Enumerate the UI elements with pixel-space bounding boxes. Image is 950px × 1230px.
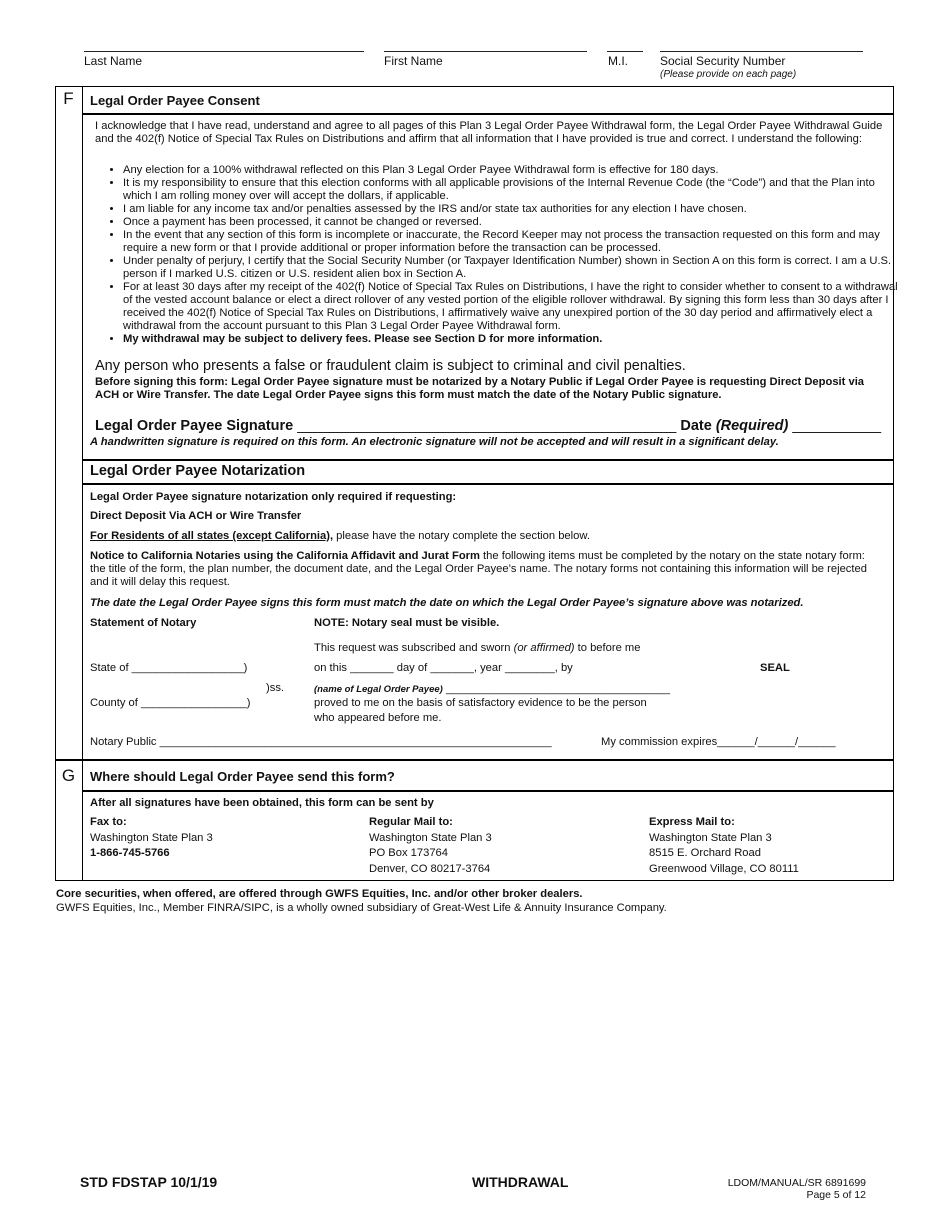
signature-row — [95, 418, 881, 434]
disclosure-line-1: Core securities, when offered, are offered through GWFS Equities, Inc. and/or other broker dealers. — [56, 888, 583, 900]
direct-deposit-text: Direct Deposit Via ACH or Wire Transfer — [90, 510, 302, 522]
ssn-note: (Please provide on each page) — [660, 69, 797, 80]
ssn-label: Social Security Number — [660, 54, 786, 68]
regular-mail-city: Denver, CO 80217-3764 — [369, 862, 491, 875]
date-required: (Required) — [715, 418, 789, 434]
date-field[interactable]: ___________ — [792, 418, 882, 434]
express-mail-street: 8515 E. Orchard Road — [649, 847, 761, 859]
express-mail-block — [649, 815, 799, 877]
proved-text: proved to me on the basis of satisfactory evidence to be the person — [314, 697, 647, 709]
county-of-field[interactable]: County of _________________) — [90, 697, 251, 709]
consent-intro: I acknowledge that I have read, understand and agree to all pages of this Plan 3 Legal Order Payee Withdrawal form, the Legal Order Payee Withdrawal Guide and the 402(f) Notice of Special Tax Rules on Distributions and affirm that all information that I have provided is true and correct. I understand the following: — [95, 120, 883, 145]
footer-doc-id: LDOM/MANUAL/SR 6891699 — [727, 1177, 866, 1189]
notarization-bottom-divider — [82, 483, 894, 485]
section-g-title: Where should Legal Order Payee send this form? — [90, 769, 395, 784]
fax-name: Washington State Plan 3 — [90, 831, 213, 844]
express-mail-name: Washington State Plan 3 — [649, 831, 772, 844]
subscribed-text — [314, 642, 640, 655]
residents-bold: For Residents of all states (except California), — [90, 530, 334, 542]
after-signatures-text: After all signatures have been obtained, this form can be sent by — [90, 797, 434, 809]
subscribed-affirmed: (or affirmed) — [513, 642, 575, 654]
section-f-divider — [82, 113, 894, 115]
penalty-notice: Any person who presents a false or fraudulent claim is subject to criminal and civil penalties. — [95, 358, 686, 374]
california-notice — [90, 550, 880, 589]
consent-bullet: • Once a payment has been processed, it cannot be changed or reversed. — [123, 216, 903, 229]
section-g-divider — [82, 790, 894, 792]
consent-bullets — [105, 164, 903, 346]
regular-mail-box: PO Box 173764 — [369, 847, 448, 859]
california-bold: Notice to California Notaries using the California Affidavit and Jurat Form — [90, 550, 480, 562]
consent-bullet: • Any election for a 100% withdrawal reflected on this Plan 3 Legal Order Payee Withdrawal form is effective for 180 days. — [123, 164, 903, 177]
regular-mail-title: Regular Mail to: — [369, 816, 453, 828]
last-name-line — [84, 51, 364, 52]
subscribed-part: to before me — [574, 642, 641, 654]
ssn-line — [660, 51, 863, 52]
first-name-line — [384, 51, 587, 52]
signature-label: Legal Order Payee Signature — [95, 418, 294, 434]
fax-block — [90, 815, 213, 862]
regular-mail-name: Washington State Plan 3 — [369, 831, 492, 844]
last-name-label: Last Name — [84, 54, 143, 68]
ss-mark: )ss. — [266, 682, 285, 694]
consent-bullet: • For at least 30 days after my receipt of the 402(f) Notice of Special Tax Rules on Distributions, I have the right to consider whether to consent to a withdrawal of the vested account balance or elect a direct rollover of any vested portion of the eligible rollover withdrawal. By signing this form less than 30 days after I received the 402(f) Notice of Special Tax Rules on Distributions, I affirmatively waive any unexpired portion of the 30 day period and affirmatively elect a withdrawal from the account pursuant to this Plan 3 Legal Order Payee Withdrawal form. — [123, 281, 903, 333]
consent-bullet-delivery-fees: • My withdrawal may be subject to delivery fees. Please see Section D for more information. — [123, 333, 903, 346]
notary-public-field[interactable]: Notary Public _______________________________________________________________ — [90, 736, 552, 748]
disclosure-line-2: GWFS Equities, Inc., Member FINRA/SIPC, is a wholly owned subsidiary of Great-West Life & Annuity Insurance Company. — [56, 902, 667, 914]
notarization-top-divider — [82, 459, 894, 461]
fax-number: 1-866-745-5766 — [90, 847, 170, 859]
date-match-notice: The date the Legal Order Payee signs this form must match the date on which the Legal Order Payee’s signature above was notarized. — [90, 597, 804, 609]
consent-bullet: • I am liable for any income tax and/or penalties assessed by the IRS and/or state tax authorities for any election I have chosen. — [123, 203, 903, 216]
section-g-letter: G — [61, 766, 76, 785]
express-mail-title: Express Mail to: — [649, 816, 735, 828]
section-g-top-border — [55, 759, 894, 761]
footer-form-code: STD FDSTAP 10/1/19 — [80, 1174, 218, 1190]
mi-line — [607, 51, 643, 52]
handwritten-signature-note: A handwritten signature is required on this form. An electronic signature will not be accepted and will result in a significant delay. — [90, 436, 779, 448]
consent-bullet: • In the event that any section of this form is incomplete or inaccurate, the Record Keeper may not process the transaction requested on this form and may require a new form or that I provide additional or proper information before the transaction can be processed. — [123, 229, 903, 255]
state-of-field[interactable]: State of __________________) — [90, 662, 248, 674]
mi-label: M.I. — [608, 54, 628, 68]
on-this-day-field[interactable]: on this _______ day of _______, year ________, by — [314, 662, 573, 674]
date-label: Date — [680, 418, 712, 434]
california-rest: the following items must be completed by the notary on the state notary form: the title of the form, the plan number, the document date, and the Legal Order Payee’s name. The notary forms not containing this information will be rejected and it will delay this request. — [90, 550, 867, 588]
section-f-title: Legal Order Payee Consent — [90, 93, 260, 108]
name-line: ____________________________________ — [445, 683, 670, 695]
consent-bullet: • It is my responsibility to ensure that this election conforms with all applicable provisions of the Internal Revenue Code (the “Code”) and that the Plan into which I am rolling money over will accept the dollars, if applicable. — [123, 177, 903, 203]
first-name-label: First Name — [384, 54, 443, 68]
regular-mail-block — [369, 815, 492, 877]
appeared-text: who appeared before me. — [314, 712, 442, 724]
footer-page-number: Page 5 of 12 — [806, 1189, 866, 1201]
residents-notice — [90, 530, 590, 543]
seal-note: NOTE: Notary seal must be visible. — [314, 617, 500, 629]
name-of-payee-label: (name of Legal Order Payee) — [314, 684, 443, 695]
notarization-only-required: Legal Order Payee signature notarization only required if requesting: — [90, 491, 457, 503]
footer-form-type: WITHDRAWAL — [472, 1174, 569, 1190]
before-signing-notice: Before signing this form: Legal Order Payee signature must be notarized by a Notary Public if Legal Order Payee is requesting Direct Deposit via ACH or Wire Transfer. The date Legal Order Payee signs this form must match the date of the Notary Public signature. — [95, 376, 865, 401]
statement-of-notary: Statement of Notary — [90, 617, 197, 629]
fax-title: Fax to: — [90, 816, 127, 828]
payee-name-field[interactable] — [314, 683, 670, 696]
signature-field[interactable]: _______________________________________________ — [297, 418, 677, 434]
residents-rest: please have the notary complete the section below. — [333, 530, 590, 542]
notarization-title: Legal Order Payee Notarization — [90, 463, 306, 479]
seal-label: SEAL — [760, 662, 790, 674]
consent-bullet: • Under penalty of perjury, I certify that the Social Security Number (or Taxpayer Identification Number) shown in Section A on this form is correct. I am a U.S. person if I marked U.S. citizen or U.S. resident alien box in Section A. — [123, 255, 903, 281]
subscribed-part: This request was subscribed and sworn — [314, 642, 514, 654]
express-mail-city: Greenwood Village, CO 80111 — [649, 862, 799, 875]
commission-expires-field[interactable]: My commission expires______/______/______ — [601, 736, 836, 748]
section-f-letter: F — [63, 89, 74, 108]
